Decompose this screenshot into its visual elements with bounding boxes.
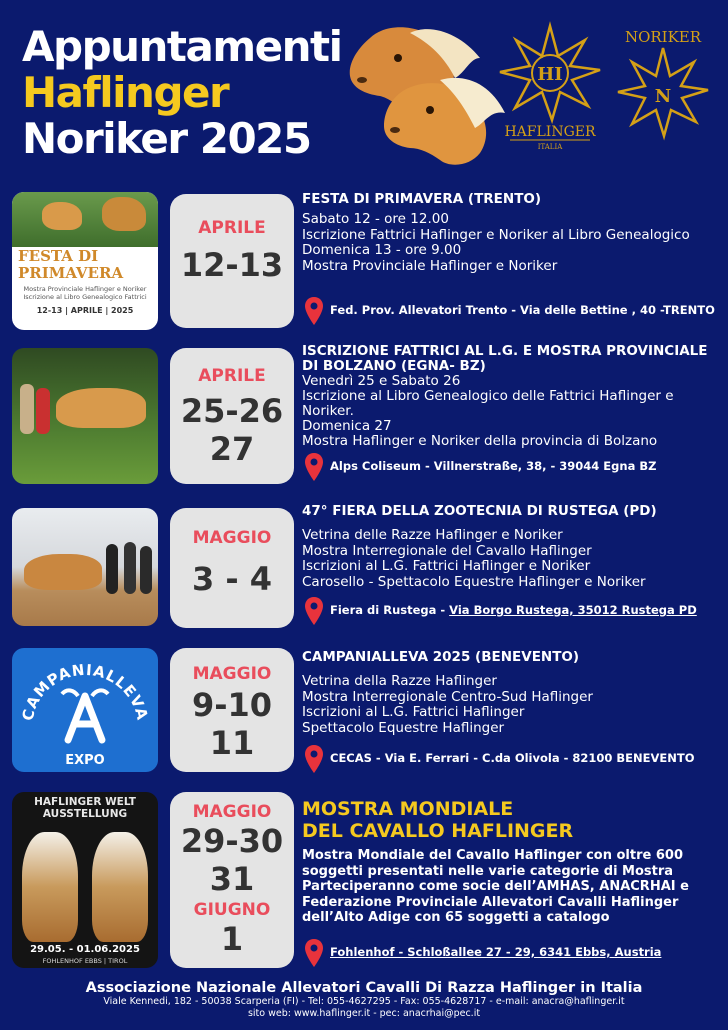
event-1-desc-line: Sabato 12 - ore 12.00 [302,211,449,227]
footer-contacts: Viale Kennedi, 182 - 50038 Scarperia (FI) - Tel: 055-4627295 - Fax: 055-4628717 - e-mail: anacra@haflinger.it [103,996,625,1007]
event-1-date-box [170,194,294,328]
event-1-desc-line: Domenica 13 - ore 9.00 [302,242,462,258]
event-3-desc-line: Iscrizioni al L.G. Fattrici Haflinger e Noriker [302,558,591,574]
haflinger-logo-mark: HI [537,64,563,85]
noriker-logo-mark: N [654,86,672,107]
event-1-poster [12,192,158,330]
event-2-days-b: 27 [209,430,255,468]
event-3-location-text [330,603,697,617]
event-3-days: 3 - 4 [191,560,273,598]
poster-1-title-b: PRIMAVERA [18,264,124,282]
event-5-poster [12,792,158,968]
poster-5-title-b: AUSSTELLUNG [42,808,128,820]
event-2-description [302,374,724,449]
event-5-location-link[interactable]: Fohlenhof - Schloßallee 27 - 29, 6341 Ebbs, Austria [330,945,662,959]
poster-5-venue: FOHLENHOF EBBS | TIROL [42,957,128,965]
event-1-desc-line: Iscrizione Fattrici Haflinger e Noriker al Libro Genealogico [302,226,690,243]
svg-text:CAMPANIALLEVA: CAMPANIALLEVA [18,660,152,723]
event-1-description [302,212,724,274]
event-4-location-text: CECAS - Via E. Ferrari - C.da Olivola - 82100 BENEVENTO [330,751,695,765]
event-3-title: 47° FIERA DELLA ZOOTECNIA DI RUSTEGA (PD) [302,503,657,519]
event-2-desc-line: Mostra Haflinger e Noriker della provincia di Bolzano [302,433,658,449]
event-1-month: APRILE [198,218,266,238]
event-5-title [302,798,573,842]
poster-1-sub-a: Mostra Provinciale Haflinger e Noriker [23,285,147,293]
event-1-location [304,296,724,326]
campanialleva-logo [12,648,158,772]
location-pin-icon [304,938,324,968]
location-pin-icon [304,596,324,626]
event-5-days-b: 31 [209,860,255,898]
event-4-description [302,674,724,736]
event-2-desc-line: Iscrizione al Libro Genealogico delle Fattrici Haflinger e Noriker. [302,388,674,419]
event-4-days: 9-10 [191,686,273,724]
event-3-desc-line: Carosello - Spettacolo Equestre Haflinger e Noriker [302,573,646,590]
location-pin-icon [304,744,324,774]
event-2-photo [12,348,158,484]
event-3-month: MAGGIO [192,528,272,548]
event-5-title-line-2: DEL CAVALLO HAFLINGER [302,820,574,842]
event-4-month: MAGGIO [192,664,272,684]
logos-area [340,18,720,168]
event-4-desc-line: Mostra Interregionale Centro-Sud Haflinger [302,688,593,705]
event-3-desc-line: Vetrina delle Razze Haflinger e Noriker [302,527,563,543]
event-4-days-b: 11 [209,724,255,762]
event-1-days: 12-13 [180,246,284,284]
event-5-description [302,848,724,926]
page-title [22,24,341,162]
event-5-location [304,938,724,968]
poster-5-date: 29.05. - 01.06.2025 [30,944,140,955]
event-5-date-box [170,792,294,968]
event-4-date-box [170,648,294,772]
noriker-logo-name: NORIKER [624,28,702,46]
event-3-desc-line: Mostra Interregionale del Cavallo Haflinger [302,542,592,559]
footer [0,980,728,1020]
title-line-1: Appuntamenti [22,22,342,71]
poster-1-sub-b: Iscrizione al Libro Genealogico Fattrici [23,293,147,301]
event-3-location-address-link[interactable]: Via Borgo Rustega, 35012 Rustega PD [449,603,697,617]
event-3-location-name: Fiera di Rustega - [330,603,450,617]
poster-5-title-a: HAFLINGER WELT [34,796,136,808]
event-2-days: 25-26 [180,392,284,430]
event-4-title: CAMPANIALLEVA 2025 (BENEVENTO) [302,649,580,665]
event-4-poster [12,648,158,772]
event-2-month: APRILE [198,366,266,386]
event-3-location [304,596,724,626]
event-5-month: MAGGIO [192,802,272,822]
event-2-desc-line: Venedrì 25 e Sabato 26 [302,373,461,389]
event-5-days: 29-30 [180,822,284,860]
event-5-desc-line: Parteciperanno come socie dell’AMHAS, ANACRHAI e Federazione Provinciale Allevatori Cavalli Haflinger dell’Alto Adige con 65 soggetti a catalogo [302,879,689,925]
haflinger-logo-name: HAFLINGER [504,124,596,140]
event-1-location-text: Fed. Prov. Allevatori Trento - Via delle Bettine , 40 -TRENTO [330,303,715,317]
event-5-title-line-1: MOSTRA MONDIALE [302,798,514,820]
footer-web: sito web: www.haflinger.it - pec: anacrhai@pec.it [247,1008,481,1019]
event-1-title: FESTA DI PRIMAVERA (TRENTO) [302,191,542,207]
location-pin-icon [304,452,324,482]
event-2-desc-line: Domenica 27 [302,418,392,434]
event-2-date-box [170,348,294,484]
title-line-2: Haflinger [22,68,229,117]
event-4-desc-line: Iscrizioni al L.G. Fattrici Haflinger [302,704,525,720]
event-5-month-2: GIUGNO [193,900,271,920]
haflinger-logo-sub: ITALIA [537,143,563,151]
event-5-days-2: 1 [220,920,244,958]
event-2-location [304,452,724,482]
svg-text:EXPO: EXPO [65,753,105,768]
event-5-desc-line: Mostra Mondiale del Cavallo Haflinger con oltre 600 soggetti presentati nelle varie categorie di Mostra [302,848,683,879]
event-2-title: ISCRIZIONE FATTRICI AL L.G. E MOSTRA PROVINCIALE DI BOLZANO (EGNA- BZ) [302,343,708,374]
poster-1-date: 12-13 | APRILE | 2025 [36,306,134,315]
event-3-date-box [170,508,294,628]
title-line-3: Noriker 2025 [22,114,311,163]
noriker-logo [608,18,718,143]
event-3-photo [12,508,158,626]
footer-org: Associazione Nazionale Allevatori Cavalli Di Razza Haflinger in Italia [85,980,643,996]
event-4-location [304,744,724,774]
poster-1-title-a: FESTA DI [18,247,99,265]
event-4-desc-line: Spettacolo Equestre Haflinger [302,719,505,736]
haflinger-italia-logo [490,18,610,153]
event-1-desc-line: Mostra Provinciale Haflinger e Noriker [302,257,558,274]
location-pin-icon [304,296,324,326]
event-4-desc-line: Vetrina della Razze Haflinger [302,673,497,689]
event-2-location-text: Alps Coliseum - Villnerstraße, 38, - 39044 Egna BZ [330,459,657,473]
event-3-description [302,528,724,590]
